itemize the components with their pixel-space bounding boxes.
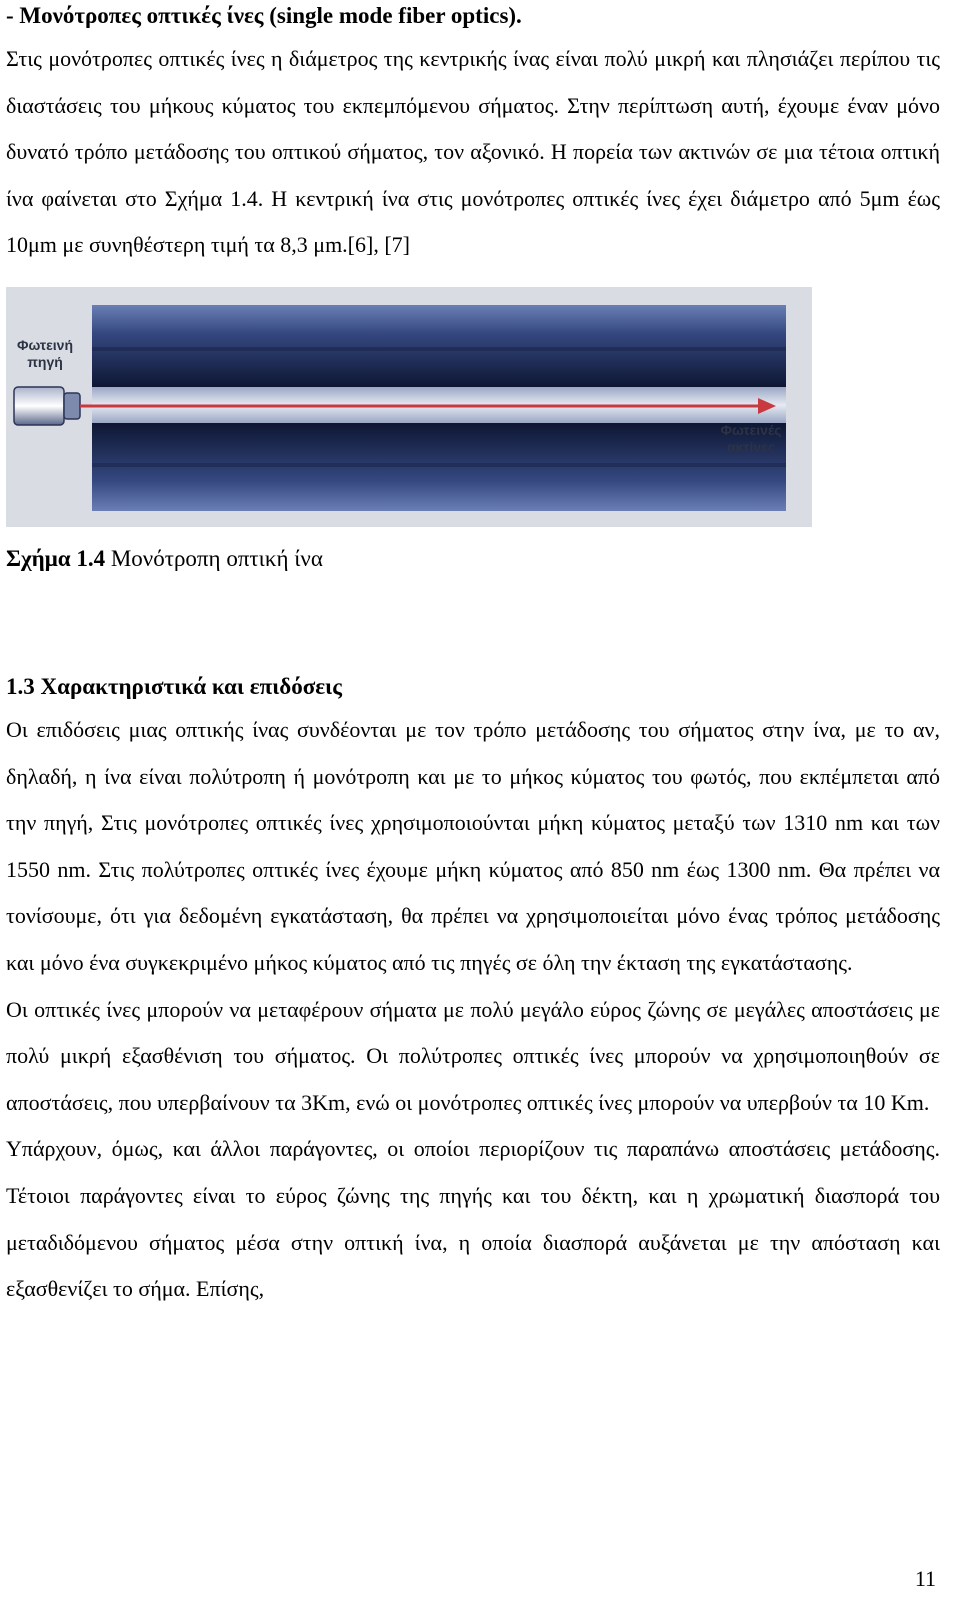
light-source-lens bbox=[64, 393, 80, 419]
figure-caption-text: Μονότροπη οπτική ίνα bbox=[105, 545, 323, 571]
single-mode-heading: - Μονότροπες οπτικές ίνες (single mode fiber optics). bbox=[6, 3, 522, 28]
section-body bbox=[6, 707, 940, 1313]
light-rays-label: Φωτεινές ακτίνες bbox=[720, 421, 782, 455]
document-page bbox=[6, 0, 940, 1313]
light-source-label: Φωτεινή πηγή bbox=[16, 336, 74, 370]
section-paragraph: Οι επιδόσεις μιας οπτικής ίνας συνδέονται με τον τρόπο μετάδοσης του σήματος στην ίνα, με το αν, δηλαδή, η ίνα είναι πολύτροπη ή μονότροπη και με το μήκος κύματος του φωτός, που εκπέμπεται από την πηγή, Στις μονότροπες οπτικές ίνες χρησιμοποιούνται μήκη κύματος μεταξύ των 1310 nm και των 1550 nm. Στις πολύτροπες οπτικές ίνες έχουμε μήκη κύματος από 850 nm έως 1300 nm. Θα πρέπει να τονίσουμε, ότι για δεδομένη εγκατάσταση, θα πρέπει να χρησιμοποιείται μόνο ένας τρόπος μετάδοσης και μόνο ένα συγκεκριμένο μήκος κύματος από τις πηγές σε όλη την έκταση της εγκατάστασης. bbox=[6, 716, 940, 975]
section-title: 1.3 Χαρακτηριστικά και επιδόσεις bbox=[6, 673, 342, 699]
cladding-top bbox=[92, 305, 786, 387]
section-paragraph: Οι οπτικές ίνες μπορούν να μεταφέρουν σήματα με πολύ μεγάλο εύρος ζώνης σε μεγάλες αποστάσεις με πολύ μικρή εξασθένιση του σήματος. Οι πολύτροπες οπτικές ίνες μπορούν να χρησιμοποιηθούν σε αποστάσεις, που υπερβαίνουν τα 3Km, ενώ οι μονότροπες οπτικές ίνες μπορούν να υπερβούν τα 10 Km. bbox=[6, 996, 940, 1115]
fiber-illustration bbox=[6, 287, 812, 527]
section-paragraph: Υπάρχουν, όμως, και άλλοι παράγοντες, οι οποίοι περιορίζουν τις παραπάνω αποστάσεις μετάδοσης. Τέτοιοι παράγοντες είναι το εύρος ζώνης της πηγής και του δέκτη, και η χρωματική διασπορά του μεταδιδόμενου σήματος μέσα στην οπτική ίνα, η οποία διασπορά αυξάνεται με την απόσταση και εξασθενίζει το σήμα. Επίσης, bbox=[6, 1136, 940, 1302]
figure-caption-number: Σχήμα 1.4 bbox=[6, 545, 106, 571]
figure-caption bbox=[6, 545, 940, 573]
light-source-body bbox=[14, 387, 64, 425]
single-mode-fiber-figure bbox=[6, 287, 812, 527]
page-number: 11 bbox=[914, 1566, 936, 1591]
single-mode-paragraph: Στις μονότροπες οπτικές ίνες η διάμετρος της κεντρικής ίνας είναι πολύ μικρή και πλησιάζει περίπου τις διαστάσεις του μήκους κύματος του εκπεμπόμενου σήματος. Στην περίπτωση αυτή, έχουμε έναν μόνο δυνατό τρόπο μετάδοσης του οπτικού σήματος, τον αξονικό. Η πορεία των ακτινών σε μια τέτοια οπτική ίνα φαίνεται στο Σχήμα 1.4. Η κεντρική ίνα στις μονότροπες οπτικές ίνες έχει διάμετρο από 5μm έως 10μm με συνηθέστερη τιμή τα 8,3 μm.[6], [7] bbox=[6, 46, 940, 258]
